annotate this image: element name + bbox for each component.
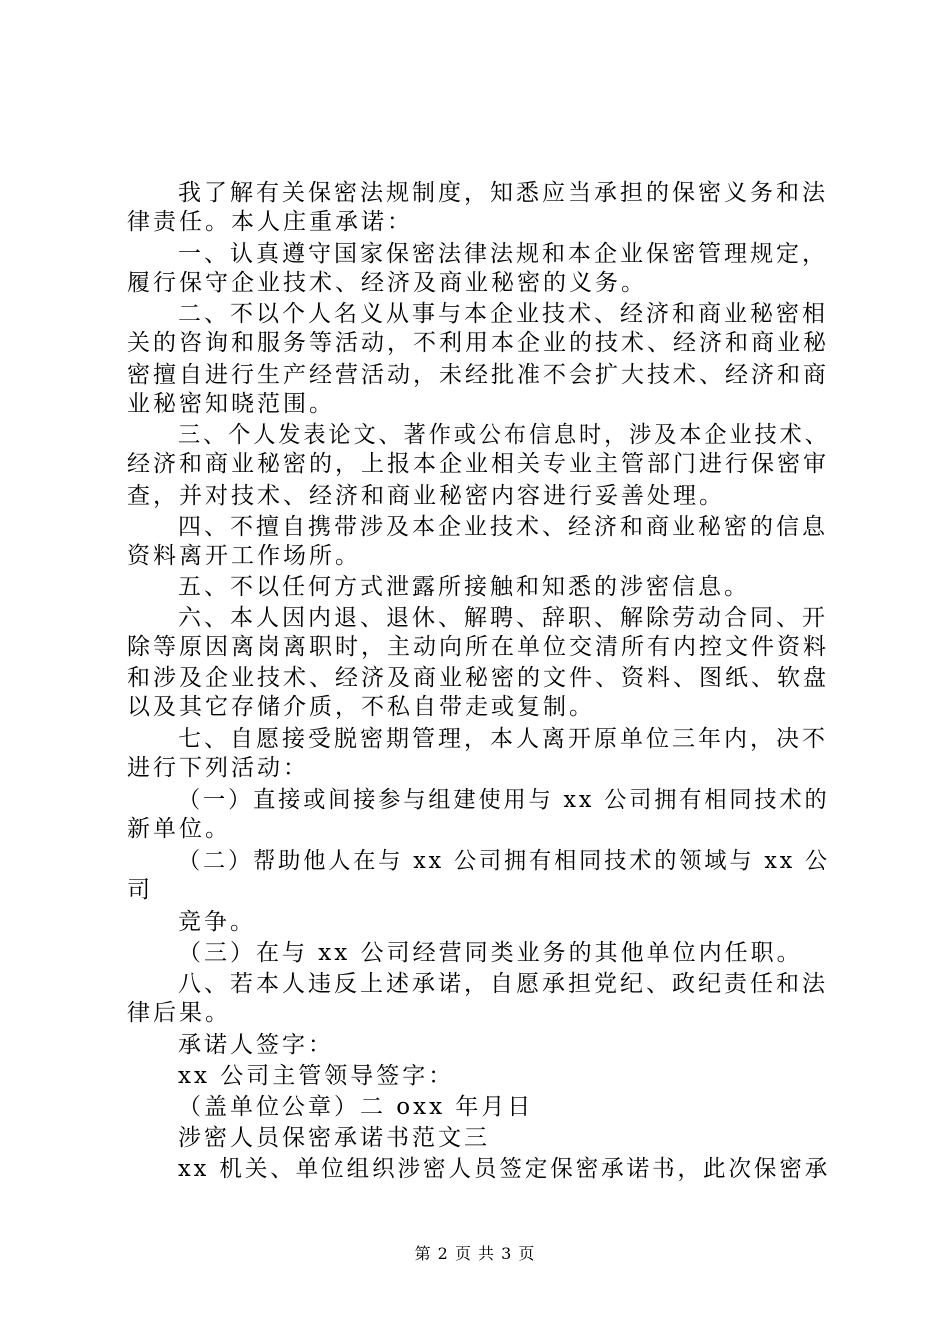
text-line: 涉密人员保密承诺书范文三 <box>178 1125 490 1151</box>
text-line: 业秘密知晓范围。 <box>127 391 335 417</box>
text-line: 司 <box>127 877 153 903</box>
text-line: 进行下列活动： <box>127 755 309 781</box>
text-line: 六、本人因内退、退休、解聘、辞职、解除劳动合同、开 <box>178 605 828 631</box>
text-line: （三）在与 xx 公司经营同类业务的其他单位内任职。 <box>178 940 803 966</box>
text-line: 二、不以个人名义从事与本企业技术、经济和商业秘密相 <box>178 301 828 327</box>
text-line: 三、个人发表论文、著作或公布信息时，涉及本企业技术、 <box>178 422 830 448</box>
text-line: 律后果。 <box>127 1000 231 1026</box>
text-line: 我了解有关保密法规制度，知悉应当承担的保密义务和法 <box>178 180 828 206</box>
text-line: 律责任。本人庄重承诺： <box>127 209 413 235</box>
text-line: 经济和商业秘密的，上报本企业相关专业主管部门进行保密审 <box>127 451 829 477</box>
text-line: 竞争。 <box>178 909 256 935</box>
text-line: （盖单位公章）二 oxx 年月日 <box>178 1094 534 1120</box>
text-line: 承诺人签字： <box>178 1032 334 1058</box>
text-line: 以及其它存储介质，不私自带走或复制。 <box>127 694 595 720</box>
text-line: 和涉及企业技术、经济及商业秘密的文件、资料、图纸、软盘 <box>127 665 829 691</box>
text-line: 一、认真遵守国家保密法律法规和本企业保密管理规定， <box>178 241 828 267</box>
text-line: （一）直接或间接参与组建使用与 xx 公司拥有相同技术的 <box>178 787 830 813</box>
text-line: xx 公司主管领导签字： <box>178 1063 455 1089</box>
text-line: （二）帮助他人在与 xx 公司拥有相同技术的领域与 xx 公 <box>178 848 831 874</box>
text-line: 五、不以任何方式泄露所接触和知悉的涉密信息。 <box>178 574 750 600</box>
text-line: 关的咨询和服务等活动，不利用本企业的技术、经济和商业秘 <box>127 330 829 356</box>
text-line: 八、若本人违反上述承诺，自愿承担党纪、政纪责任和法 <box>178 971 828 997</box>
text-line: 资料离开工作场所。 <box>127 543 361 569</box>
text-line: 除等原因离岗离职时，主动向所在单位交清所有内控文件资料 <box>127 634 829 660</box>
text-line: 七、自愿接受脱密期管理，本人离开原单位三年内，决不 <box>178 726 828 752</box>
text-line: 新单位。 <box>127 816 231 842</box>
text-line: 四、不擅自携带涉及本企业技术、经济和商业秘密的信息 <box>178 514 828 540</box>
text-line: 履行保守企业技术、经济及商业秘密的义务。 <box>127 270 647 296</box>
text-line: 查，并对技术、经济和商业秘密内容进行妥善处理。 <box>127 483 725 509</box>
text-line: xx 机关、单位组织涉密人员签定保密承诺书，此次保密承 <box>178 1156 831 1182</box>
page-number-footer: 第 2 页 共 3 页 <box>414 1244 536 1263</box>
text-line: 密擅自进行生产经营活动，未经批准不会扩大技术、经济和商 <box>127 362 829 388</box>
